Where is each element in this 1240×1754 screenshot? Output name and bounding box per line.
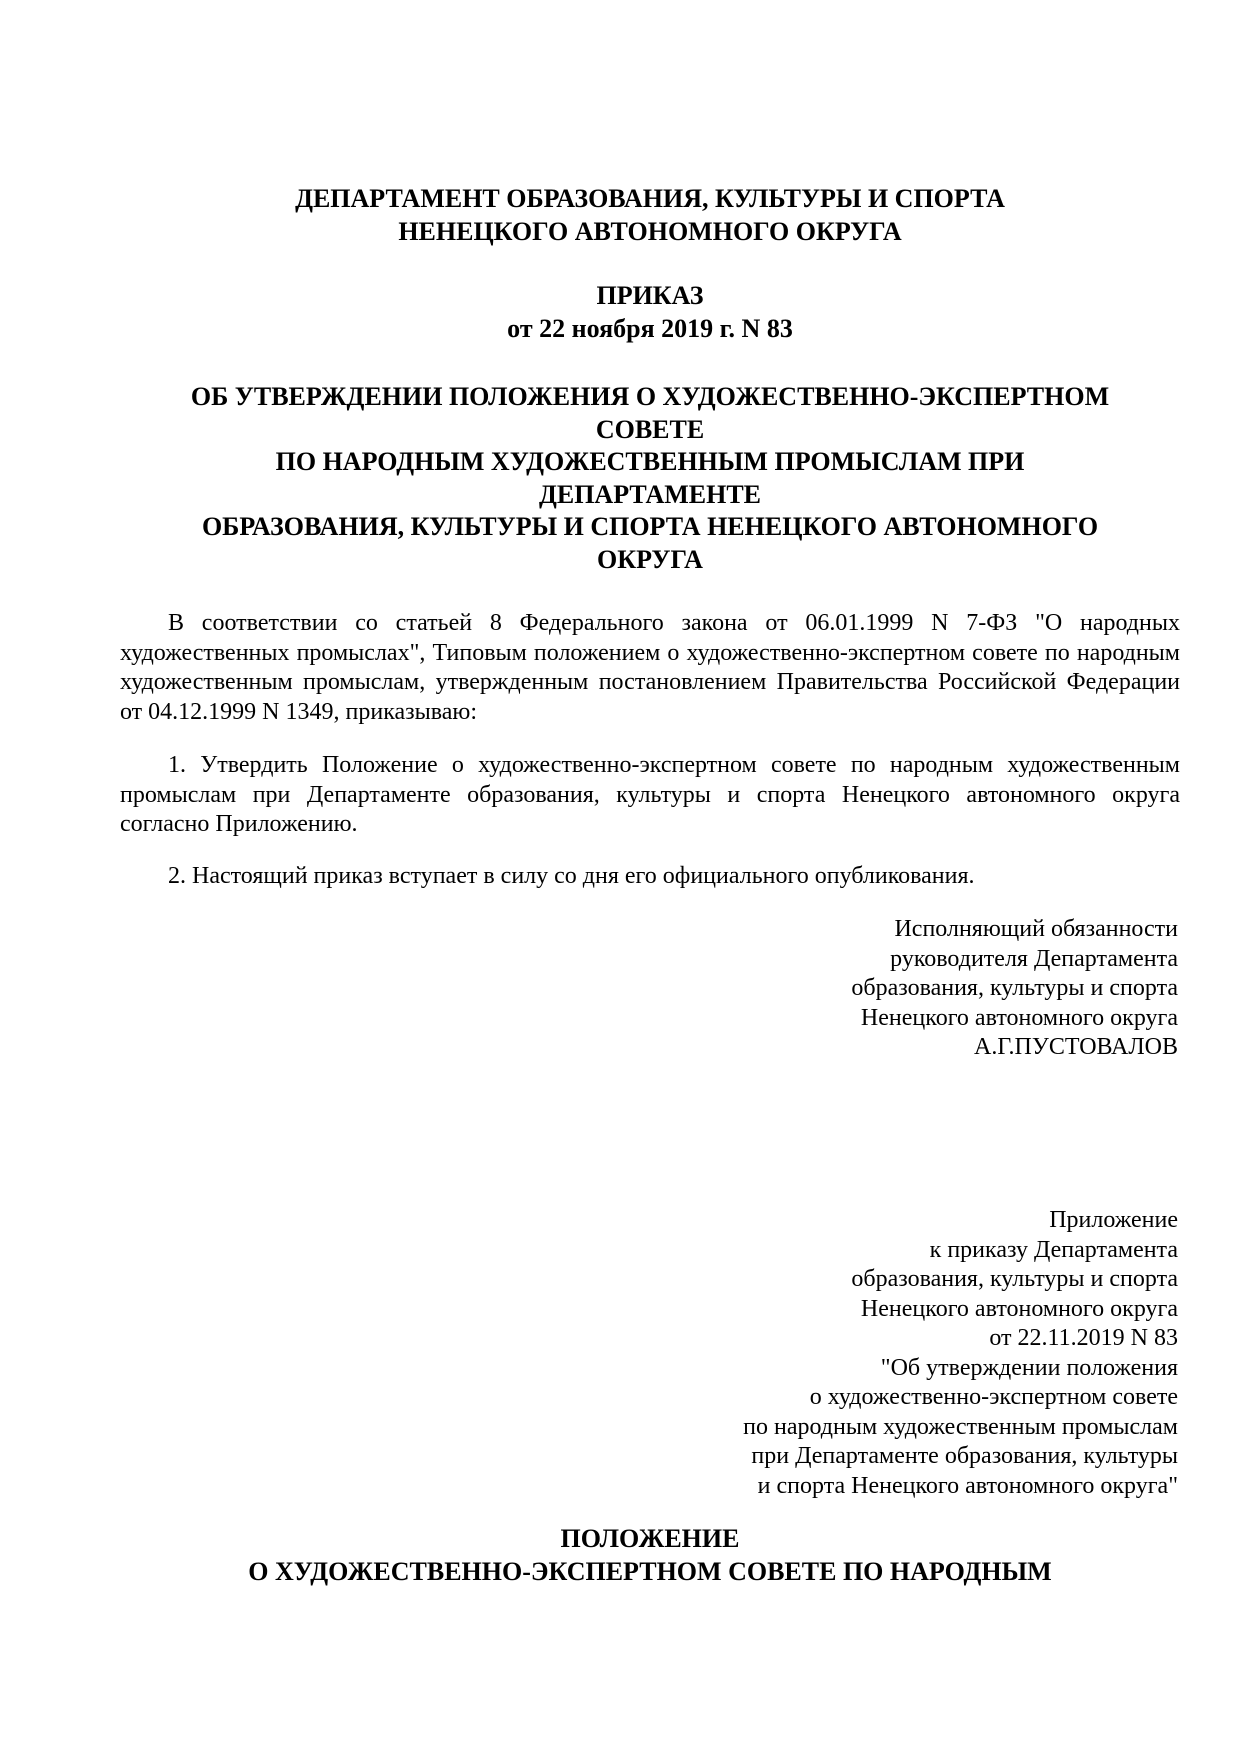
regulation-heading <box>120 1523 1180 1588</box>
appendix-block <box>120 1206 1178 1501</box>
title-line: ОБРАЗОВАНИЯ, КУЛЬТУРЫ И СПОРТА НЕНЕЦКОГО АВТОНОМНОГО <box>201 512 1099 541</box>
appendix-line: от 22.11.2019 N 83 <box>989 1325 1178 1351</box>
appendix-line: Приложение <box>1049 1207 1178 1233</box>
department-line: НЕНЕЦКОГО АВТОНОМНОГО ОКРУГА <box>398 216 902 246</box>
item-1-paragraph: 1. Утвердить Положение о художественно-экспертном совете по народным художественным промыслам при Департаменте образования, культуры и спорта Ненецкого автономного округа согласно Приложению. <box>120 752 1180 837</box>
appendix-line: к приказу Департамента <box>929 1236 1178 1263</box>
appendix-line: Ненецкого автономного округа <box>860 1295 1178 1322</box>
title-line: СОВЕТЕ <box>595 414 705 444</box>
order-title <box>120 381 1180 576</box>
appendix-line: по народным художественным промыслам <box>743 1413 1178 1440</box>
signature-line: образования, культуры и спорта <box>851 975 1178 1001</box>
title-line: ОКРУГА <box>597 544 703 574</box>
department-heading <box>120 183 1180 248</box>
title-line: ДЕПАРТАМЕНТЕ <box>538 479 762 509</box>
title-line: ОБ УТВЕРЖДЕНИИ ПОЛОЖЕНИЯ О ХУДОЖЕСТВЕННО-ЭКСПЕРТНОМ <box>190 382 1110 411</box>
order-type: ПРИКАЗ <box>596 281 704 310</box>
regulation-heading-line: О ХУДОЖЕСТВЕННО-ЭКСПЕРТНОМ СОВЕТЕ ПО НАРОДНЫМ <box>248 1556 1052 1586</box>
order-date: от 22 ноября 2019 г. N 83 <box>507 313 793 343</box>
signatory-name: А.Г.ПУСТОВАЛОВ <box>974 1034 1178 1060</box>
appendix-line: при Департаменте образования, культуры <box>751 1443 1178 1469</box>
signature-block <box>120 915 1178 1063</box>
order-heading <box>120 280 1180 345</box>
signature-line: Исполняющий обязанности <box>894 916 1178 942</box>
appendix-line: "Об утверждении положения <box>880 1354 1178 1381</box>
department-line: ДЕПАРТАМЕНТ ОБРАЗОВАНИЯ, КУЛЬТУРЫ И СПОРТА <box>295 184 1005 213</box>
appendix-line: образования, культуры и спорта <box>851 1266 1178 1292</box>
regulation-heading-line: ПОЛОЖЕНИЕ <box>560 1524 740 1553</box>
signature-line: руководителя Департамента <box>890 945 1178 972</box>
appendix-line: и спорта Ненецкого автономного округа" <box>757 1472 1178 1499</box>
appendix-line: о художественно-экспертном совете <box>809 1384 1178 1410</box>
item-2-paragraph: 2. Настоящий приказ вступает в силу со дня его официального опубликования. <box>168 863 975 889</box>
title-line: ПО НАРОДНЫМ ХУДОЖЕСТВЕННЫМ ПРОМЫСЛАМ ПРИ <box>275 447 1025 476</box>
signature-line: Ненецкого автономного округа <box>860 1004 1178 1031</box>
preamble-paragraph: В соответствии со статьей 8 Федерального закона от 06.01.1999 N 7-ФЗ "О народных художественных промыслах", Типовым положением о художественно-экспертном совете по народным художественным промыслам, утвержденным постановлением Правительства Российской Федерации от 04.12.1999 N 1349, приказываю: <box>120 610 1180 725</box>
